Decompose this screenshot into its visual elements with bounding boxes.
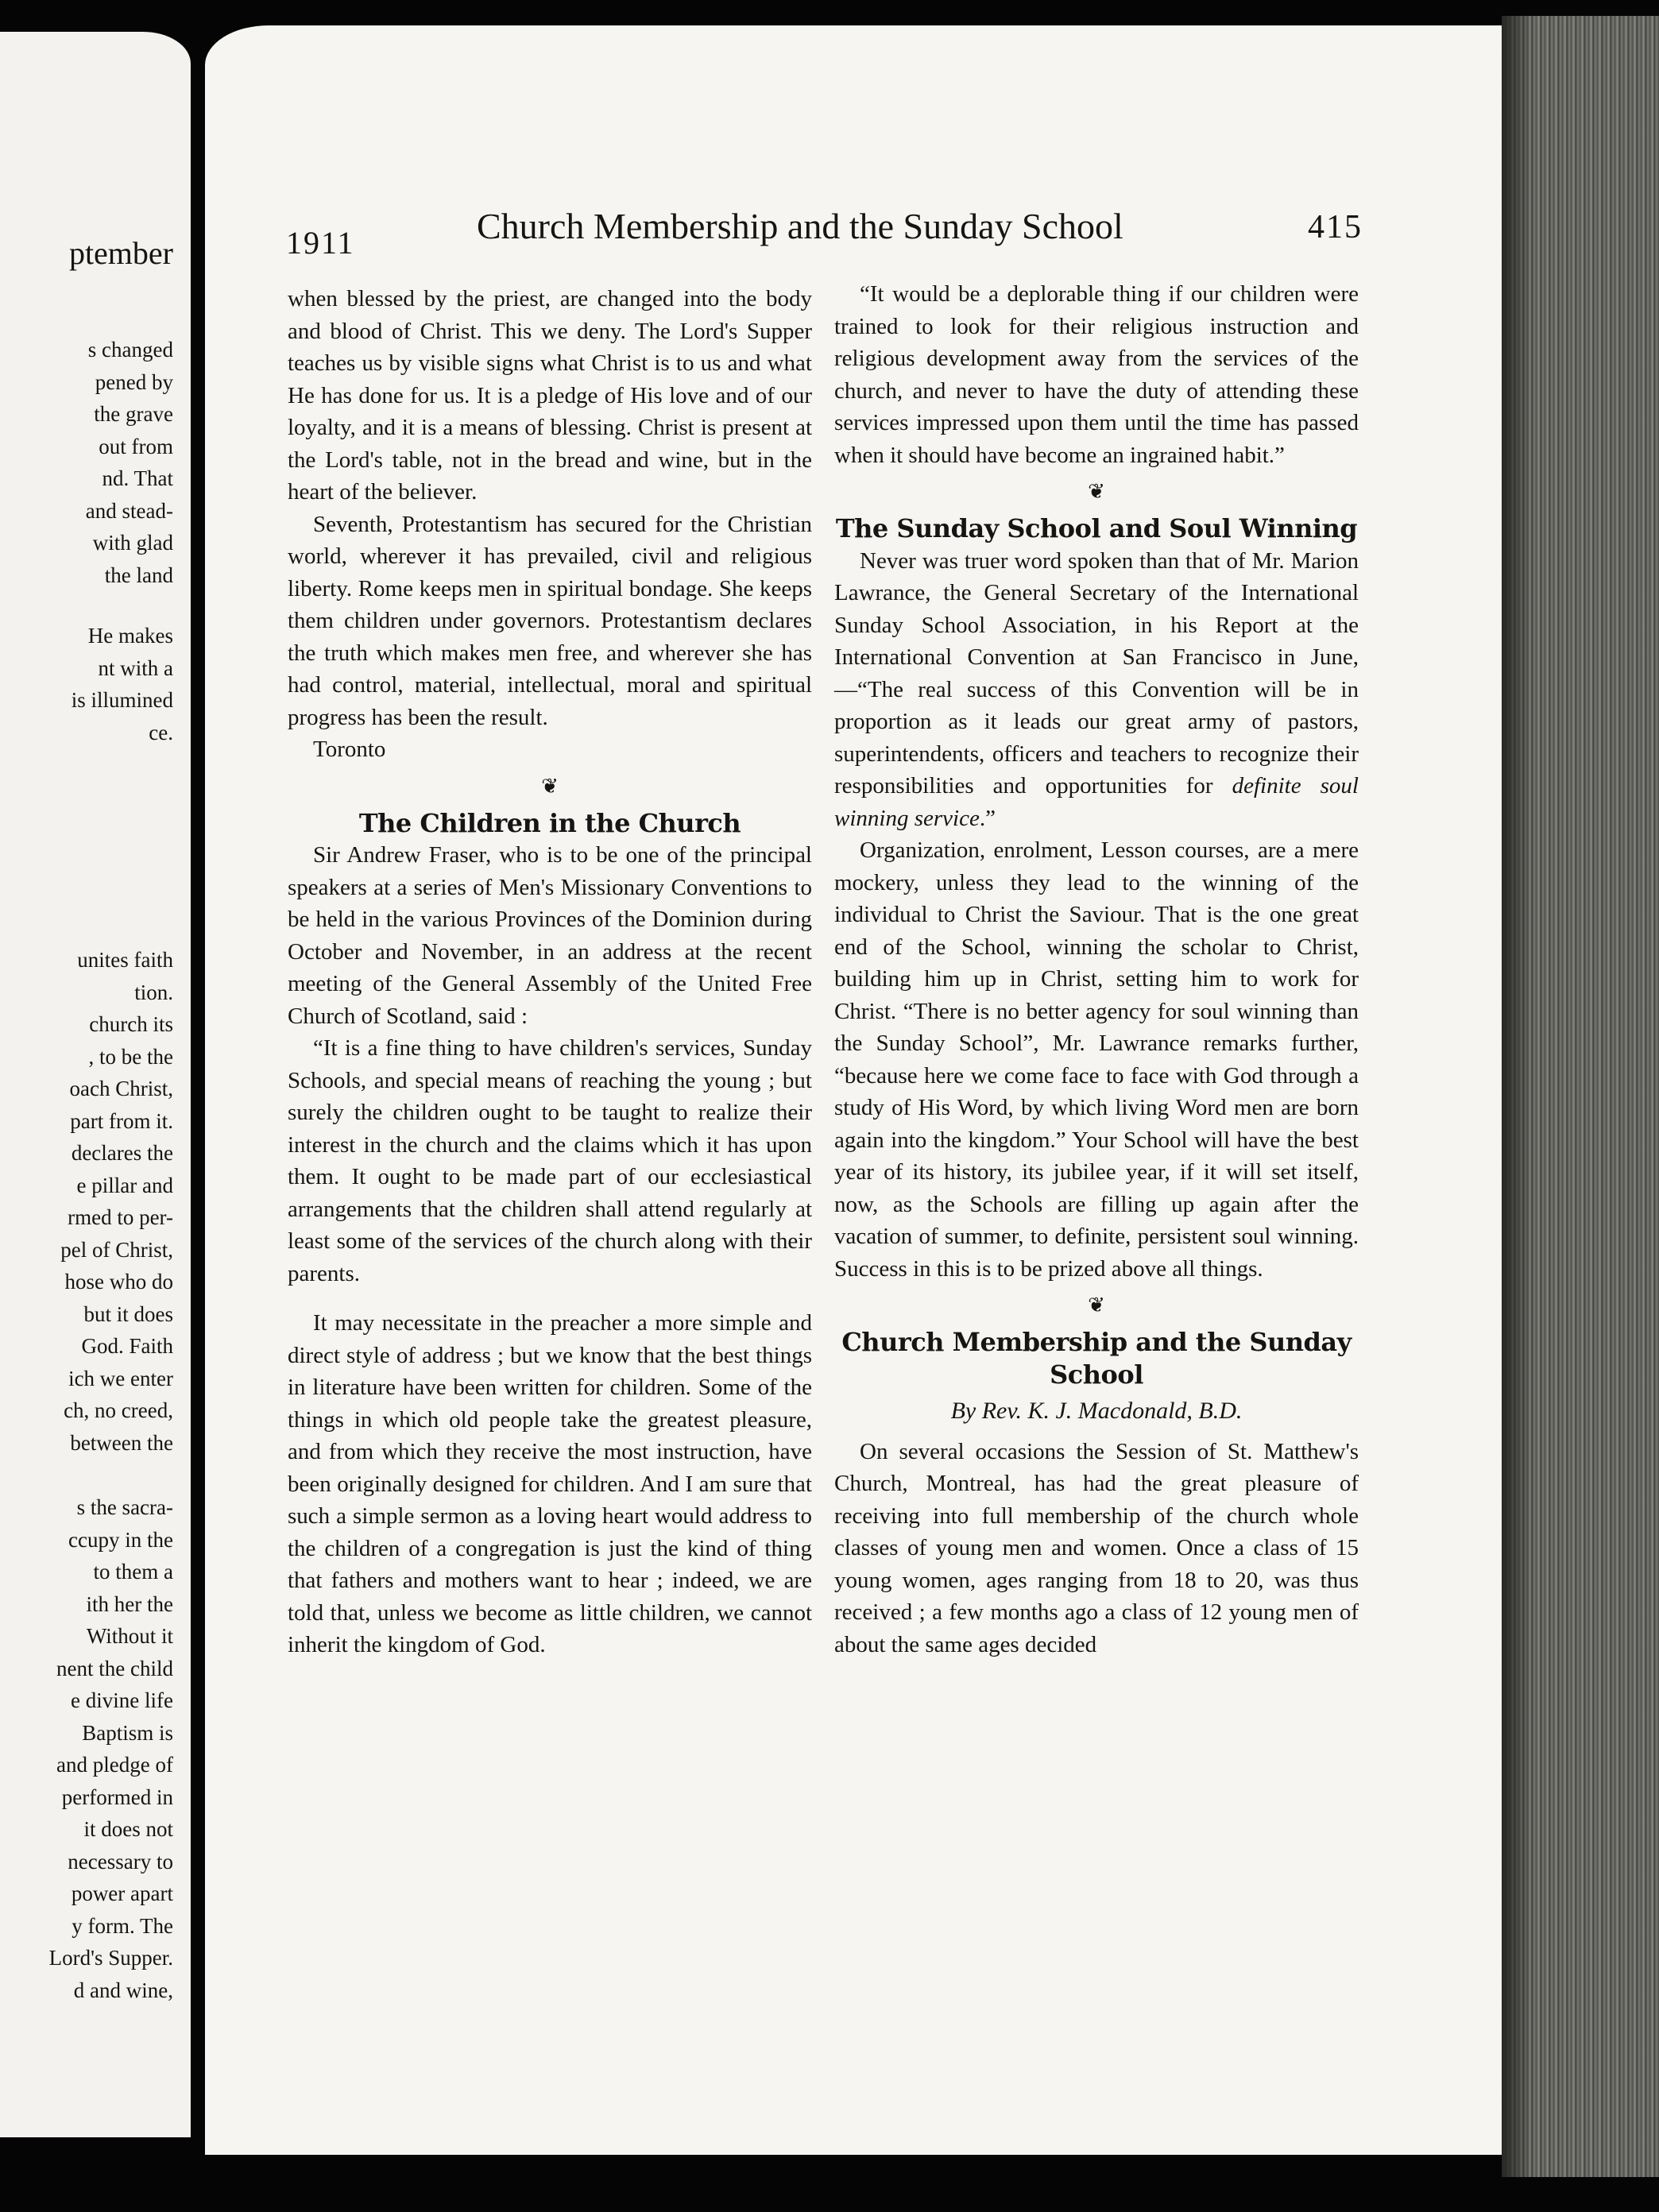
- paragraph-lawrance-end: .”: [979, 805, 996, 831]
- left-line: , to be the: [88, 1044, 173, 1069]
- left-line: nt with a: [98, 655, 173, 680]
- paragraph-session: On several occasions the Session of St. Matthew's Church, Montreal, has had the great pleasure of receiving into full membership of the church whole classes of young men and women. Once a class of 15 young women, ages ranging from 18 to 20, was thus received ; a few months ago a class of 12 young men of about the same ages decided: [834, 1438, 1359, 1657]
- byline: By Rev. K. J. Macdonald, B.D.: [950, 1398, 1243, 1424]
- paragraph-lawrance-italic: definite soul winning service: [834, 773, 1359, 831]
- paragraph-quote: “It is a fine thing to have children's services, Sunday Schools, and special means of reaching the young ; but surely the children ought to be taught to realize their interest in the church and the claims which it has upon them. It ought to be made part of our ecclesiastical arrangements that the children shall attend regularly at least some of the services of the church along with their parents.: [288, 1035, 812, 1286]
- left-line: ch, no creed,: [64, 1398, 173, 1422]
- left-line: tion.: [134, 980, 173, 1004]
- signoff-toronto: Toronto: [313, 737, 386, 762]
- left-line: Baptism is: [82, 1720, 173, 1745]
- left-line: e pillar and: [76, 1173, 173, 1197]
- column-right: [834, 278, 1359, 1661]
- left-line: and pledge of: [56, 1753, 173, 1777]
- left-line: power apart: [71, 1881, 173, 1905]
- paragraph-deplorable: “It would be a deplorable thing if our children were trained to look for their religious instruction and religious development away from the services of the church, and never to have the duty of attending these services impressed upon them until the time has passed when it should have become an ingrained habit.”: [834, 281, 1359, 468]
- left-line: pened by: [95, 369, 173, 394]
- left-text-block-2: [14, 620, 173, 748]
- running-head-title: Church Membership and the Sunday School: [477, 206, 1123, 246]
- ornament-icon: ❦: [1088, 1294, 1105, 1317]
- left-line: church its: [89, 1012, 173, 1036]
- heading-soul-winning: The Sunday School and Soul Winning: [835, 513, 1358, 543]
- left-text-block-3: [14, 944, 173, 1459]
- left-line: to them a: [93, 1560, 173, 1584]
- left-line: s changed: [87, 338, 173, 362]
- left-line: nent the child: [56, 1656, 173, 1680]
- left-line: e divine life: [71, 1688, 173, 1712]
- left-line: d and wine,: [73, 1978, 173, 2002]
- paragraph-fraser: Sir Andrew Fraser, who is to be one of the principal speakers at a series of Men's Missionary Conventions to be held in the various Provinces of the Dominion during October and November, in an address at the recent meeting of the General Assembly of the United Free Church of Scotland, said :: [288, 842, 812, 1029]
- running-head: [0, 0, 1659, 270]
- left-line: and stead-: [85, 498, 173, 523]
- running-head-year: 1911: [286, 225, 355, 261]
- page-number: 415: [1308, 209, 1363, 246]
- left-line: hose who do: [64, 1270, 173, 1294]
- paragraph-lords-supper: when blessed by the priest, are changed into the body and blood of Christ. This we deny. The Lord's Supper teaches us by visible signs what Christ is to us and what He has done for us. It is a pledge of His love and of our loyalty, and it is a means of blessing. Christ is present at the Lord's table, not in the bread and wine, but in the heart of the believer.: [288, 286, 812, 505]
- left-line: declares the: [71, 1141, 173, 1165]
- paragraph-preacher: It may necessitate in the preacher a more simple and direct style of address ; but we know that the best things in literature have been written for children. Some of the things in which old people take the greatest pleasure, and from which they receive the most instruction, have been originally designed for children. And I am sure that such a simple sermon as a loving heart would address to the children of a congregation is just the kind of thing that fathers and mothers want to hear ; indeed, we are told that, unless we become as little children, we cannot inherit the kingdom of God.: [288, 1310, 812, 1657]
- paragraph-seventh: Seventh, Protestantism has secured for the Christian world, wherever it has prevailed, civil and religious liberty. Rome keeps men in spiritual bondage. She keeps them children under governors. Protestantism declares the truth which makes men free, and wherever she has had control, material, intellectual, moral and spiritual progress has been the result.: [288, 511, 812, 730]
- left-line: God. Faith: [81, 1334, 173, 1358]
- left-line: it does not: [83, 1817, 173, 1841]
- left-line: rmed to per-: [68, 1205, 173, 1229]
- left-line: Lord's Supper.: [48, 1946, 173, 1970]
- left-text-block-4: [14, 1491, 173, 2006]
- left-line: y form. The: [72, 1913, 173, 1938]
- left-running-head: ptember: [68, 235, 173, 271]
- left-line: oach Christ,: [69, 1077, 173, 1100]
- left-line: Without it: [86, 1624, 173, 1648]
- left-line: necessary to: [68, 1849, 173, 1874]
- left-line: ccupy in the: [68, 1527, 173, 1552]
- left-line: nd. That: [102, 466, 173, 490]
- left-text-block-1: [14, 334, 173, 591]
- paragraph-lawrance: [834, 545, 1359, 835]
- left-line: but it does: [83, 1301, 173, 1326]
- left-line: performed in: [61, 1785, 173, 1809]
- left-line: s the sacra-: [76, 1495, 173, 1519]
- heading-children-in-church: The Children in the Church: [358, 807, 741, 838]
- left-line: with glad: [92, 531, 173, 555]
- left-line: He makes: [87, 624, 173, 648]
- left-line: out from: [99, 434, 173, 458]
- left-line: ith her the: [86, 1591, 173, 1616]
- paragraph-lawrance-text: Never was truer word spoken than that of Mr. Marion Lawrance, the General Secretary of the International Sunday School Association, in his Report at the International Convention at San Francisco in June,—“The real success of this Convention will be in proportion as it leads our great army of pastors, superintendents, officers and teachers to recognize their responsibilities and opportunities for: [834, 547, 1359, 799]
- ornament-icon: ❦: [1088, 480, 1105, 503]
- left-line: is illumined: [71, 688, 173, 712]
- left-line: ce.: [149, 720, 173, 744]
- left-page-fragment: [0, 32, 191, 2137]
- left-line: ich we enter: [68, 1366, 173, 1390]
- ornament-icon: ❦: [541, 774, 559, 798]
- left-line: the grave: [94, 402, 173, 426]
- left-line: between the: [70, 1430, 173, 1455]
- page-edge-shadow: [1502, 16, 1533, 2177]
- left-line: unites faith: [77, 948, 173, 972]
- left-line: the land: [104, 563, 173, 587]
- column-left: [288, 283, 812, 1661]
- left-line: pel of Christ,: [60, 1237, 173, 1262]
- paragraph-organization: Organization, enrolment, Lesson courses, are a mere mockery, unless they lead to the winning of the individual to Christ the Saviour. That is the one great end of the School, winning the scholar to Christ, building him up in Christ, setting him to work for Christ. “There is no better agency for soul winning than the Sunday School”, Mr. Lawrance remarks further, “because here we come face to face with God through a study of His Word, by which living Word men are born again into the kingdom.” Your School will have the best year of its history, its jubilee year, if it will set itself, now, as the Schools are filling up again after the vacation of summer, to definite, persistent soul winning. Success in this is to be prized above all things.: [834, 837, 1359, 1282]
- left-line: part from it.: [70, 1108, 173, 1133]
- heading-church-membership: Church Membership and the Sunday School: [841, 1327, 1352, 1390]
